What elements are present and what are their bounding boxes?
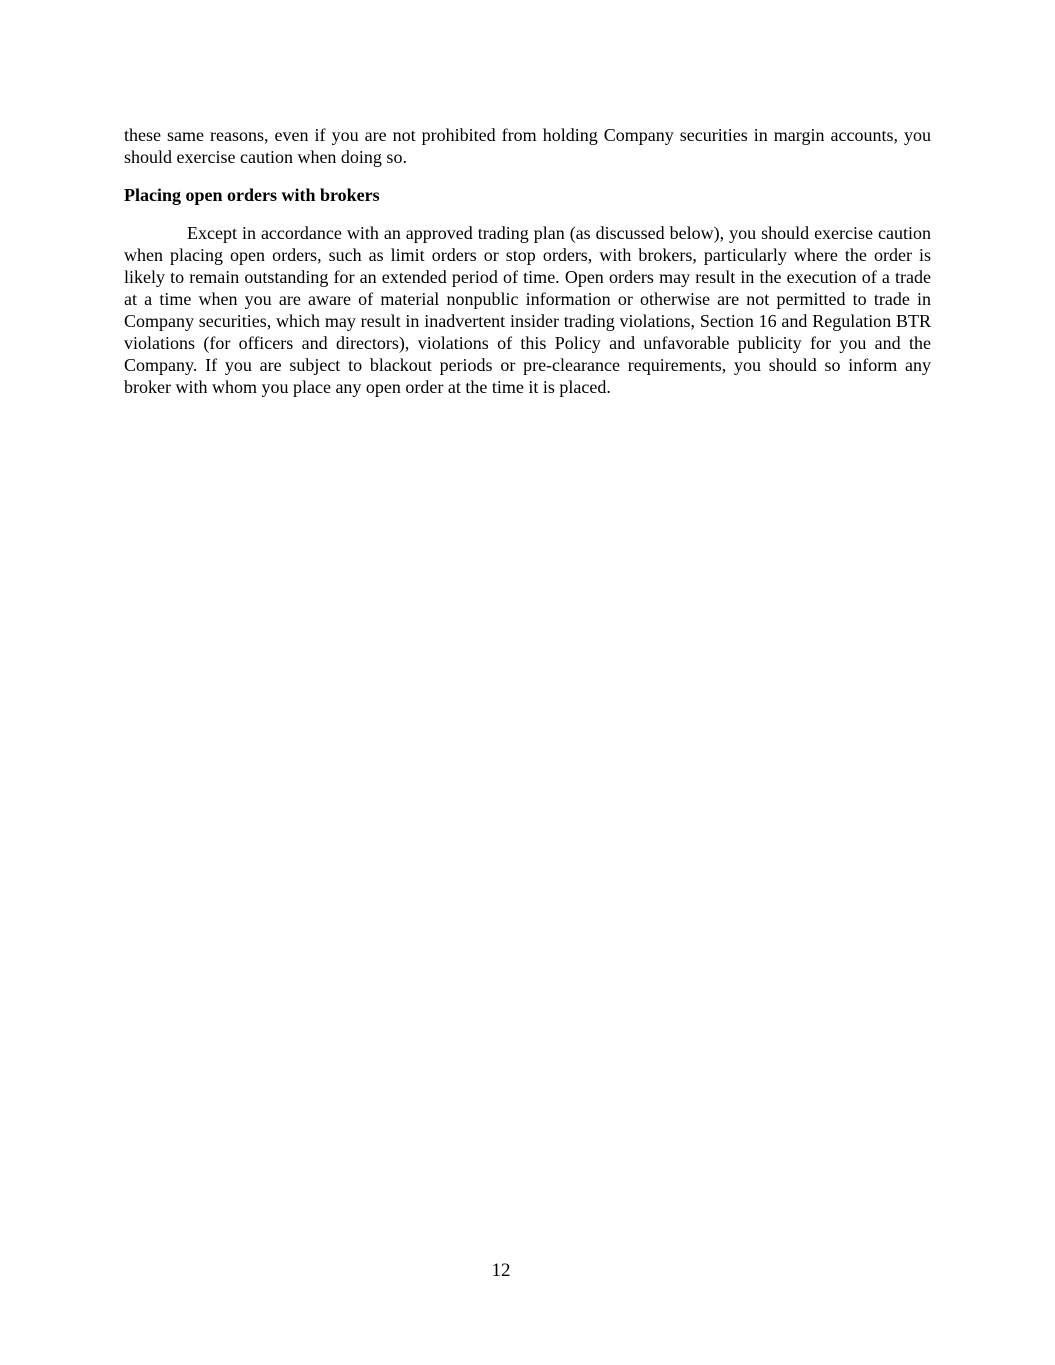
continuation-paragraph: these same reasons, even if you are not prohibited from holding Company securities in margin accounts, you should exercise caution when doing so.	[124, 125, 931, 167]
page-content	[124, 124, 931, 398]
section-heading: Placing open orders with brokers	[124, 185, 380, 205]
page-number: 12	[491, 1260, 511, 1281]
body-paragraph: Except in accordance with an approved trading plan (as discussed below), you should exercise caution when placing open orders, such as limit orders or stop orders, with brokers, particularly where the order is likely to remain outstanding for an extended period of time. Open orders may result in the execution of a trade at a time when you are aware of material nonpublic information or otherwise are not permitted to trade in Company securities, which may result in inadvertent insider trading violations, Section 16 and Regulation BTR violations (for officers and directors), violations of this Policy and unfavorable publicity for you and the Company. If you are subject to blackout periods or pre-clearance requirements, you should so inform any broker with whom you place any open order at the time it is placed.	[124, 223, 931, 397]
